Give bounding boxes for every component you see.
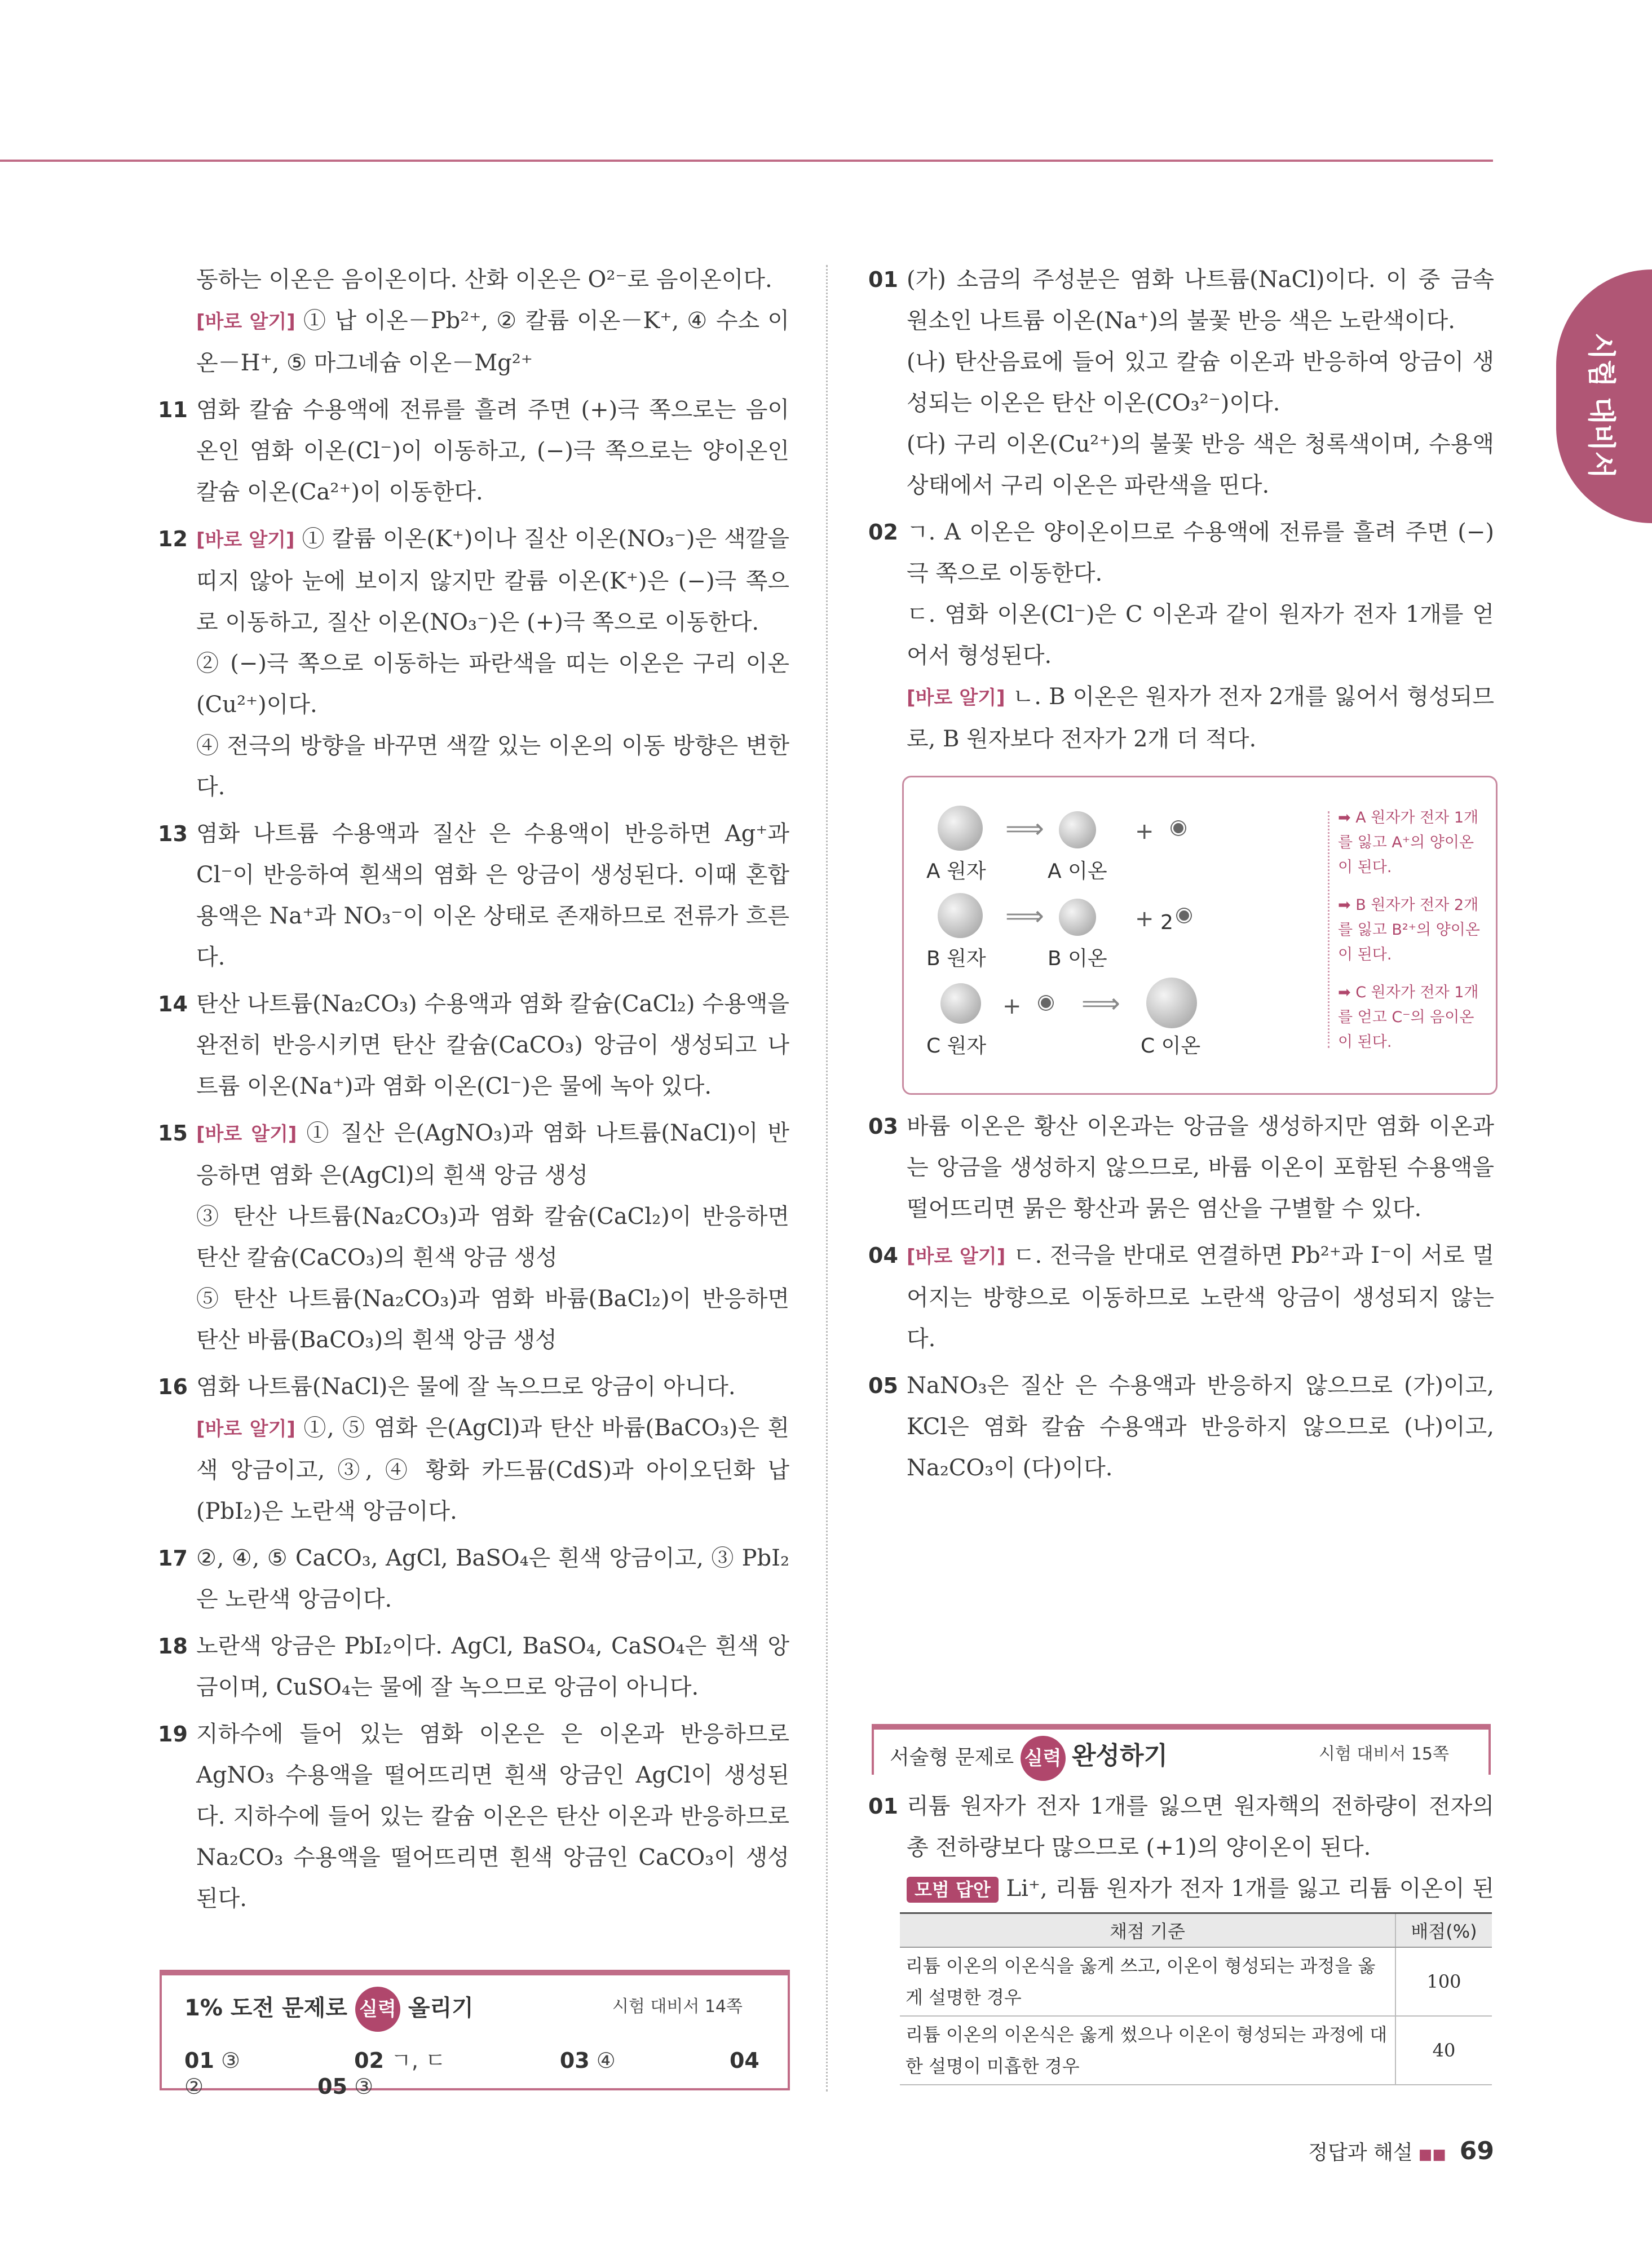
answer-item: [868, 1106, 1494, 1230]
item-sub-text: ② (−)극 쪽으로 이동하는 파란색을 띠는 이온은 구리 이온(Cu²⁺)이다.: [196, 651, 789, 718]
answer-value: ④: [596, 2048, 616, 2073]
atom-a-label: A 원자: [926, 860, 986, 883]
plus-icon: +: [1135, 819, 1154, 845]
electron-icon: [1039, 996, 1053, 1010]
table-row: [900, 2016, 1492, 2085]
item-check: [196, 1408, 789, 1532]
item-sub-text: ⑤ 탄산 나트륨(Na₂CO₃)과 염화 바륨(BaCl₂)이 반응하면 탄산 바륨(BaCO₃)의 흰색 앙금 생성: [196, 1286, 789, 1353]
check-tag: [바로 알기]: [196, 311, 295, 333]
table-cell: 40: [1395, 2016, 1492, 2085]
essay-title-suffix: 완성하기: [1072, 1741, 1168, 1770]
item-number: 15: [158, 1121, 188, 1146]
challenge-title: [184, 1987, 474, 2032]
note-c: ➡ C 원자가 전자 1개를 얻고 C⁻의 음이온이 된다.: [1338, 984, 1479, 1051]
item-text: 노란색 앙금은 PbI₂이다. AgCl, BaSO₄, CaSO₄은 흰색 앙금이며, CuSO₄는 물에 잘 녹으므로 앙금이 아니다.: [196, 1633, 789, 1700]
answer-number: 05: [317, 2074, 348, 2099]
item-check: [907, 677, 1494, 760]
item-sub-text: ① 칼륨 이온(K⁺)이나 질산 이온(NO₃⁻)은 색깔을 띠지 않아 눈에 보이지 않지만 칼륨 이온(K⁺)은 (−)극 쪽으로 이동하고, 질산 이온(NO₃⁻)은 (+)극 쪽으로 이동한다.: [196, 526, 789, 635]
ion-formation-diagram: [902, 776, 1498, 1095]
check-tag: [바로 알기]: [196, 529, 295, 551]
answer-item: [868, 1365, 1494, 1489]
item-number: 14: [158, 992, 188, 1016]
table-header-row: [900, 1913, 1492, 1948]
check-tag: [바로 알기]: [196, 1418, 295, 1440]
lead-check-text: ① 납 이온－Pb²⁺, ② 칼륨 이온－K⁺, ④ 수소 이온－H⁺, ⑤ 마그네슘 이온－Mg²⁺: [196, 308, 790, 376]
answer-value: ③: [220, 2048, 241, 2073]
skill-badge: 실력: [355, 1987, 400, 2032]
column-divider: [826, 265, 828, 2092]
note-a-text: A 원자가 전자 1개를 잃고 A⁺의 양이온이 된다.: [1338, 809, 1479, 876]
ion-b: [1059, 899, 1096, 936]
page-number: 69: [1459, 2137, 1494, 2165]
skill-badge: 실력: [1021, 1736, 1066, 1781]
grading-table: [900, 1912, 1492, 2085]
answer-number: 02: [354, 2048, 385, 2073]
item-number: 19: [158, 1722, 188, 1747]
electron-icon: [1172, 821, 1185, 835]
right-column: [868, 259, 1494, 1489]
ion-c-label: C 이온: [1141, 1034, 1201, 1058]
item-number: 01: [868, 1794, 898, 1819]
item-text: 지하수에 들어 있는 염화 이온은 은 이온과 반응하므로 AgNO₃ 수용액을 떨어뜨리면 흰색 앙금인 AgCl이 생성된다. 지하수에 들어 있는 칼슘 이온은 탄산 이온과 반응하므로 Na₂CO₃ 수용액을 떨어뜨리면 흰색 앙금인 CaCO₃이 생성된다.: [196, 1721, 789, 1912]
answer-value: ②: [184, 2074, 204, 2099]
essay-box-header: [872, 1724, 1491, 1775]
note-c-text: C 원자가 전자 1개를 얻고 C⁻의 음이온이 된다.: [1338, 984, 1479, 1051]
atom-c-label: C 원자: [926, 1034, 987, 1058]
item-text: 리튬 원자가 전자 1개를 잃으면 원자핵의 전하량이 전자의 총 전하량보다 많으므로 (+1)의 양이온이 된다.: [907, 1793, 1494, 1860]
answer-entry: [184, 2048, 294, 2073]
item-sub-text: (다) 구리 이온(Cu²⁺)의 불꽃 반응 색은 청록색이며, 수용액 상태에서 구리 이온은 파란색을 띤다.: [907, 431, 1494, 498]
atom-b: [938, 893, 983, 938]
page-footer: [1308, 2137, 1494, 2165]
plus-icon: +: [1002, 993, 1022, 1019]
top-rule: [0, 160, 1493, 162]
challenge-title-suffix: 올리기: [408, 1995, 474, 2021]
item-sub-text: ④ 전극의 방향을 바꾸면 색깔 있는 이온의 이동 방향은 변한다.: [196, 733, 789, 800]
answer-value: ③: [354, 2074, 374, 2099]
challenge-answer-box: [160, 1970, 790, 2099]
answer-item: [868, 1235, 1494, 1360]
item-text: [907, 1235, 1494, 1360]
essay-title-prefix: 서술형 문제로: [890, 1746, 1014, 1769]
electron-icon: [1177, 909, 1191, 922]
item-sub-text: (나) 탄산음료에 들어 있고 칼슘 이온과 반응하여 앙금이 생성되는 이온은 탄산 이온(CO₃²⁻)이다.: [907, 349, 1494, 416]
answer-entry: [560, 2048, 669, 2073]
answer-item: [158, 1538, 789, 1620]
arrow-icon: ⟹: [1005, 813, 1044, 845]
table-cell: 100: [1395, 1947, 1492, 2016]
plus-icon: +: [1135, 906, 1154, 932]
square-icon: ■■: [1418, 2146, 1446, 2163]
item-text: 염화 칼슘 수용액에 전류를 흘려 주면 (+)극 쪽으로는 음이온인 염화 이온(Cl⁻)이 이동하고, (−)극 쪽으로는 양이온인 칼슘 이온(Ca²⁺)이 이동한다.: [196, 397, 789, 505]
challenge-answers: [184, 2043, 788, 2099]
answer-item: [868, 512, 1494, 760]
item-text: [196, 1113, 789, 1196]
lead-check: [158, 300, 789, 384]
answer-item: [158, 813, 789, 978]
item-sub-text: ㄱ. A 이온은 양이온이므로 수용액에 전류를 흘려 주면 (−)극 쪽으로 이동한다.: [907, 519, 1494, 586]
table-header: 채점 기준: [900, 1913, 1395, 1948]
item-sub-text: ㄴ. B 이온은 원자가 전자 2개를 잃어서 형성되므로, B 원자보다 전자가 2개 더 적다.: [907, 684, 1495, 752]
ion-c: [1146, 978, 1197, 1028]
arrow-icon: ⟹: [1081, 988, 1120, 1019]
essay-title: [890, 1735, 1168, 1781]
essay-ref: 시험 대비서 15쪽: [1318, 1744, 1449, 1764]
item-text: 염화 나트륨(NaCl)은 물에 잘 녹으므로 앙금이 아니다.: [196, 1374, 736, 1400]
item-sub-text: ㄷ. 염화 이온(Cl⁻)은 C 이온과 같이 원자가 전자 1개를 얻어서 형성된다.: [907, 602, 1494, 669]
answer-item: [158, 984, 789, 1107]
item-text: NaNO₃은 질산 은 수용액과 반응하지 않으므로 (가)이고, KCl은 염화 칼슘 수용액과 반응하지 않으므로 (나)이고, Na₂CO₃이 (다)이다.: [907, 1373, 1494, 1481]
item-text: 염화 나트륨 수용액과 질산 은 수용액이 반응하면 Ag⁺과 Cl⁻이 반응하여 흰색의 염화 은 앙금이 생성된다. 이때 혼합 용액은 Na⁺과 NO₃⁻이 이온 상태로 존재하므로 전류가 흐른다.: [196, 821, 789, 970]
item-number: 13: [158, 821, 188, 846]
answer-item: [158, 1367, 789, 1532]
diagram-row-b: [904, 893, 1496, 978]
check-tag: [바로 알기]: [907, 687, 1005, 709]
arrow-icon: ⟹: [1005, 900, 1044, 932]
item-number: 03: [868, 1114, 898, 1139]
item-sub-text: ㄷ. 전극을 반대로 연결하면 Pb²⁺과 I⁻이 서로 멀어지는 방향으로 이동하므로 노란색 앙금이 생성되지 않는다.: [907, 1243, 1494, 1352]
item-number: 16: [158, 1374, 188, 1399]
item-number: 05: [868, 1373, 898, 1398]
model-answer-tag: 모범 답안: [907, 1877, 999, 1903]
diagram-row-a: [904, 806, 1496, 890]
table-cell: 리튬 이온의 이온식을 옳게 쓰고, 이온이 형성되는 과정을 옳게 설명한 경우: [900, 1947, 1395, 2016]
item-number: 12: [158, 527, 188, 551]
item-sub-text: ①, ⑤ 염화 은(AgCl)과 탄산 바륨(BaCO₃)은 흰색 앙금이고, ③, ④ 황화 카드뮴(CdS)과 아이오딘화 납(PbI₂)은 노란색 앙금이다.: [196, 1415, 789, 1524]
electron-count: 2: [1160, 911, 1173, 934]
atom-c: [940, 983, 981, 1024]
ion-a-label: A 이온: [1048, 860, 1107, 883]
item-number: 04: [868, 1243, 898, 1268]
challenge-ref: 시험 대비서 14쪽: [612, 1997, 743, 2017]
item-number: 11: [158, 397, 188, 422]
item-text: 바륨 이온은 황산 이온과는 앙금을 생성하지만 염화 이온과는 앙금을 생성하지 않으므로, 바륨 이온이 포함된 수용액을 떨어뜨리면 묽은 황산과 묽은 염산을 구별할 수 있다.: [907, 1113, 1494, 1222]
answer-item: [158, 519, 789, 808]
item-text: [196, 519, 789, 643]
atom-b-label: B 원자: [926, 947, 986, 970]
item-number: 02: [868, 520, 898, 545]
ion-b-label: B 이온: [1048, 947, 1107, 970]
item-sub-text: ③ 탄산 나트륨(Na₂CO₃)과 염화 칼슘(CaCl₂)이 반응하면 탄산 칼슘(CaCO₃)의 흰색 앙금 생성: [196, 1204, 789, 1271]
answer-item: [158, 1714, 789, 1920]
answer-item: [868, 259, 1494, 506]
table-cell: 리튬 이온의 이온식은 옳게 썼으나 이온이 형성되는 과정에 대한 설명이 미흡한 경우: [900, 2016, 1395, 2085]
model-answer-text: Li⁺, 리튬 원자가 전자 1개를 잃고 리튬 이온이 된: [1006, 1876, 1495, 1902]
item-number: 18: [158, 1634, 188, 1659]
item-number: 01: [868, 267, 898, 292]
note-b: ➡ B 원자가 전자 2개를 잃고 B²⁺의 양이온이 된다.: [1338, 896, 1480, 963]
answer-number: 03: [559, 2048, 590, 2073]
answer-entry: [354, 2048, 500, 2073]
table-row: [900, 1947, 1492, 2016]
item-text: ②, ④, ⑤ CaCO₃, AgCl, BaSO₄은 흰색 앙금이고, ③ PbI₂은 노란색 앙금이다.: [196, 1545, 789, 1612]
answer-number: 04: [729, 2048, 759, 2073]
note-a: ➡ A 원자가 전자 1개를 잃고 A⁺의 양이온이 된다.: [1338, 809, 1479, 876]
check-tag: [바로 알기]: [196, 1123, 297, 1146]
answer-item: [158, 1626, 789, 1708]
item-number: 17: [158, 1546, 188, 1571]
item-text: 탄산 나트륨(Na₂CO₃) 수용액과 염화 칼슘(CaCl₂) 수용액을 완전히 반응시키면 탄산 칼슘(CaCO₃) 앙금이 생성되고 나트륨 이온(Na⁺)과 염화 이온(Cl⁻)은 물에 녹아 있다.: [196, 991, 789, 1099]
answer-value: ㄱ, ㄷ: [391, 2048, 446, 2073]
atom-a: [938, 806, 983, 851]
note-b-text: B 원자가 전자 2개를 잃고 B²⁺의 양이온이 된다.: [1338, 896, 1480, 963]
check-tag: [바로 알기]: [907, 1245, 1006, 1268]
item-sub-text: ① 질산 은(AgNO₃)과 염화 나트륨(NaCl)이 반응하면 염화 은(AgCl)의 흰색 앙금 생성: [196, 1120, 789, 1188]
answer-number: 01: [184, 2048, 214, 2073]
diagram-row-c: [904, 980, 1496, 1065]
table-header: 배점(%): [1395, 1913, 1492, 1948]
challenge-title-prefix: 1% 도전 문제로: [184, 1995, 347, 2021]
left-column: [158, 259, 789, 1920]
ion-a: [1059, 811, 1096, 848]
section-tab-label: [1583, 333, 1624, 366]
answer-entry: [317, 2074, 427, 2099]
footer-label: 정답과 해설: [1308, 2141, 1413, 2164]
answer-item: [158, 1113, 789, 1361]
lead-text: 동하는 이온은 음이온이다. 산화 이온은 O²⁻로 음이온이다.: [196, 267, 772, 293]
item-sub-text: (가) 소금의 주성분은 염화 나트륨(NaCl)이다. 이 중 금속 원소인 나트륨 이온(Na⁺)의 불꽃 반응 색은 노란색이다.: [907, 267, 1494, 334]
answer-item: [158, 390, 789, 513]
